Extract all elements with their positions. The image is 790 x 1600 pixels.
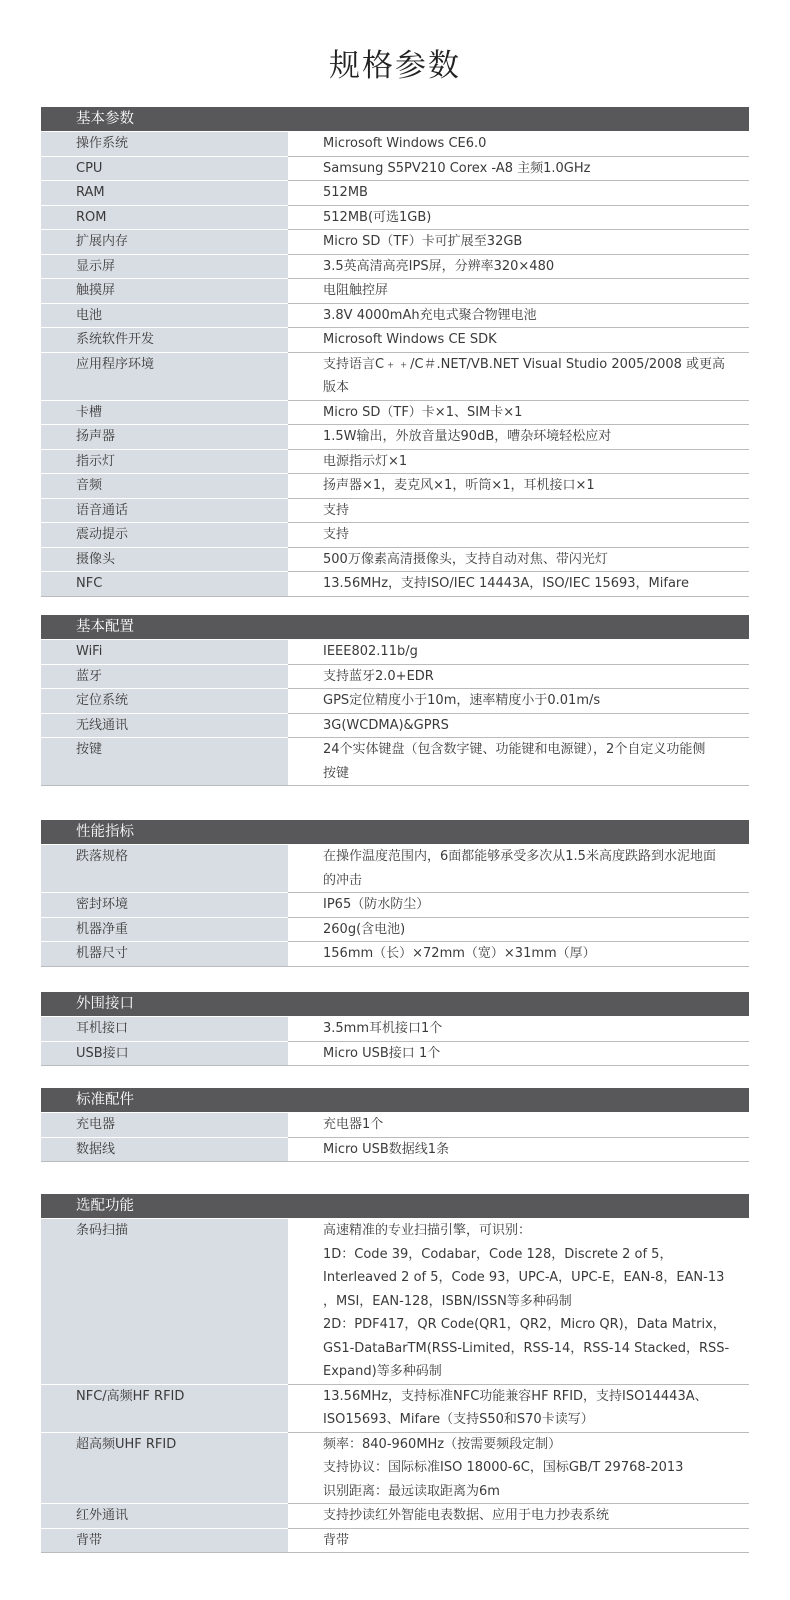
spec-row <box>41 1042 749 1067</box>
spec-value <box>288 304 749 329</box>
spec-value <box>288 1113 749 1138</box>
spec-row <box>41 640 749 665</box>
section-basic-config <box>41 615 749 786</box>
spec-value-line: Micro SD（TF）卡×1、SIM卡×1 <box>323 404 523 420</box>
spec-value <box>288 1219 749 1385</box>
spec-label: 红外通讯 <box>41 1504 293 1529</box>
spec-value-line: 支持语言C﹢﹢/C＃.NET/VB.NET Visual Studio 2005/2008 或更高 <box>323 356 726 372</box>
spec-value <box>288 572 749 597</box>
spec-value <box>288 401 749 426</box>
spec-label: 数据线 <box>41 1138 293 1163</box>
spec-label: RAM <box>41 181 293 206</box>
spec-row <box>41 845 749 893</box>
spec-value <box>288 1504 749 1529</box>
spec-value-line: 3.5英高清高亮IPS屏，分辨率320×480 <box>323 258 555 274</box>
spec-value-line: 3.5mm耳机接口1个 <box>323 1021 443 1036</box>
spec-value-line: 156mm（长）×72mm（宽）×31mm（厚） <box>323 946 596 961</box>
spec-value <box>288 1385 749 1433</box>
spec-label: 机器净重 <box>41 918 293 943</box>
spec-label: NFC/高频HF RFID <box>41 1385 293 1433</box>
spec-row <box>41 353 749 401</box>
spec-value-line: Microsoft Windows CE SDK <box>323 332 497 347</box>
section-basic-params <box>41 107 749 597</box>
spec-value-line: 电阻触控屏 <box>323 283 389 298</box>
spec-label: ROM <box>41 206 293 231</box>
spec-label: 操作系统 <box>41 132 293 157</box>
spec-value <box>288 450 749 475</box>
spec-row <box>41 425 749 450</box>
spec-row <box>41 918 749 943</box>
spec-row <box>41 304 749 329</box>
spec-value <box>288 689 749 714</box>
spec-row <box>41 474 749 499</box>
spec-value-line: 500万像素高清摄像头，支持自动对焦、带闪光灯 <box>323 551 608 567</box>
spec-row <box>41 1433 749 1505</box>
spec-value-line: 2D：PDF417，QR Code(QR1，QR2，Micro QR)，Data Matrix， <box>323 1317 726 1332</box>
spec-value <box>288 1017 749 1042</box>
spec-row <box>41 665 749 690</box>
spec-row <box>41 714 749 739</box>
spec-label: 密封环境 <box>41 893 293 918</box>
spec-row <box>41 132 749 157</box>
spec-value-line: 支持蓝牙2.0+EDR <box>323 668 434 684</box>
spec-value-line: GPS定位精度小于10m，速率精度小于0.01m/s <box>323 693 601 708</box>
spec-value-line: Microsoft Windows CE6.0 <box>323 136 487 151</box>
spec-row <box>41 401 749 426</box>
spec-row <box>41 206 749 231</box>
spec-value <box>288 1433 749 1505</box>
spec-value <box>288 1042 749 1067</box>
section-header: 基本参数 <box>41 107 749 132</box>
spec-value-line: 3.8V 4000mAh充电式聚合物锂电池 <box>323 307 537 323</box>
spec-value <box>288 425 749 450</box>
spec-label: 背带 <box>41 1529 293 1554</box>
spec-value-line: 260g(含电池) <box>323 921 406 937</box>
spec-value <box>288 206 749 231</box>
spec-value <box>288 523 749 548</box>
spec-label: 定位系统 <box>41 689 293 714</box>
spec-row <box>41 1113 749 1138</box>
spec-value-line: 版本 <box>323 380 350 395</box>
spec-row <box>41 230 749 255</box>
spec-label: 蓝牙 <box>41 665 293 690</box>
spec-value-line: Micro USB数据线1条 <box>323 1141 450 1157</box>
spec-value <box>288 738 749 786</box>
spec-value <box>288 328 749 353</box>
spec-value-line: 背带 <box>323 1532 350 1548</box>
spec-row <box>41 942 749 967</box>
spec-value-line: 1.5W输出，外放音量达90dB，嘈杂环境轻松应对 <box>323 429 612 444</box>
spec-label: 条码扫描 <box>41 1219 293 1385</box>
spec-value <box>288 279 749 304</box>
spec-value-line: 按键 <box>323 765 350 781</box>
spec-value <box>288 255 749 280</box>
section-header: 性能指标 <box>41 820 749 845</box>
spec-label: 超高频UHF RFID <box>41 1433 293 1505</box>
spec-row <box>41 328 749 353</box>
spec-value-line: 13.56MHz，支持标准NFC功能兼容HF RFID，支持ISO14443A、 <box>323 1388 708 1404</box>
spec-label: 语音通话 <box>41 499 293 524</box>
spec-label: 系统软件开发 <box>41 328 293 353</box>
spec-row <box>41 523 749 548</box>
spec-value <box>288 353 749 401</box>
spec-value-line: 13.56MHz，支持ISO/IEC 14443A，ISO/IEC 15693，Mifare <box>323 576 689 591</box>
spec-row <box>41 255 749 280</box>
section-header: 外围接口 <box>41 992 749 1017</box>
spec-label: 按键 <box>41 738 293 786</box>
section-header: 基本配置 <box>41 615 749 640</box>
spec-value-line: 支持协议：国际标准ISO 18000-6C，国标GB/T 29768-2013 <box>323 1460 684 1475</box>
spec-value-line: 支持 <box>323 502 350 518</box>
spec-label: USB接口 <box>41 1042 293 1067</box>
spec-value-line: 扬声器×1，麦克风×1，听筒×1，耳机接口×1 <box>323 478 595 493</box>
spec-value-line: 支持 <box>323 527 350 542</box>
spec-value-line: 频率：840-960MHz（按需要频段定制） <box>323 1436 562 1452</box>
spec-value <box>288 181 749 206</box>
spec-label: 震动提示 <box>41 523 293 548</box>
spec-row <box>41 1504 749 1529</box>
spec-label: NFC <box>41 572 293 597</box>
spec-value <box>288 893 749 918</box>
spec-value <box>288 548 749 573</box>
spec-row <box>41 1138 749 1163</box>
spec-value <box>288 132 749 157</box>
spec-value-line: 512MB <box>323 185 368 200</box>
spec-row <box>41 450 749 475</box>
spec-value-line: 高速精准的专业扫描引擎，可识别： <box>323 1223 532 1238</box>
spec-value <box>288 157 749 182</box>
spec-row <box>41 279 749 304</box>
spec-value <box>288 665 749 690</box>
spec-value <box>288 714 749 739</box>
section-standard-accessories <box>41 1088 749 1162</box>
spec-row <box>41 181 749 206</box>
spec-label: 音频 <box>41 474 293 499</box>
spec-label: 无线通讯 <box>41 714 293 739</box>
spec-value-line: 在操作温度范围内，6面都能够承受多次从1.5米高度跌路到水泥地面 <box>323 849 716 864</box>
spec-label: 充电器 <box>41 1113 293 1138</box>
spec-label: 电池 <box>41 304 293 329</box>
spec-value-line: 电源指示灯×1 <box>323 453 408 469</box>
spec-row <box>41 689 749 714</box>
spec-value <box>288 1529 749 1554</box>
section-peripheral-ports <box>41 992 749 1066</box>
spec-row <box>41 1385 749 1433</box>
spec-value-line: 的冲击 <box>323 872 363 888</box>
spec-value-line: Interleaved 2 of 5，Code 93，UPC-A，UPC-E，EAN-8，EAN-13 <box>323 1270 725 1285</box>
spec-label: 显示屏 <box>41 255 293 280</box>
spec-row <box>41 893 749 918</box>
spec-label: CPU <box>41 157 293 182</box>
spec-value-line: Expand)等多种码制 <box>323 1364 442 1379</box>
spec-value-line: 支持抄读红外智能电表数据、应用于电力抄表系统 <box>323 1508 610 1523</box>
section-optional-features <box>41 1194 749 1553</box>
spec-label: 扬声器 <box>41 425 293 450</box>
spec-row <box>41 738 749 786</box>
spec-value-line: Micro USB接口 1个 <box>323 1045 441 1061</box>
spec-value-line: 3G(WCDMA)&GPRS <box>323 717 449 733</box>
spec-row <box>41 499 749 524</box>
spec-value-line: Micro SD（TF）卡可扩展至32GB <box>323 234 523 249</box>
spec-value-line: 充电器1个 <box>323 1117 384 1132</box>
spec-label: 耳机接口 <box>41 1017 293 1042</box>
spec-row <box>41 572 749 597</box>
spec-label: 指示灯 <box>41 450 293 475</box>
spec-value <box>288 474 749 499</box>
spec-value <box>288 640 749 665</box>
spec-value <box>288 1138 749 1163</box>
page-title: 规格参数 <box>329 48 461 84</box>
spec-value-line: ISO15693、Mifare（支持S50和S70卡读写） <box>323 1412 594 1427</box>
spec-value-line: IP65（防水防尘） <box>323 897 430 912</box>
spec-label: 应用程序环境 <box>41 353 293 401</box>
spec-label: 卡槽 <box>41 401 293 426</box>
spec-label: WiFi <box>41 640 293 665</box>
spec-value-line: ，MSI，EAN-128，ISBN/ISSN等多种码制 <box>323 1293 572 1309</box>
spec-row <box>41 157 749 182</box>
spec-value <box>288 230 749 255</box>
spec-row <box>41 1529 749 1554</box>
spec-value-line: 512MB(可选1GB) <box>323 209 432 225</box>
spec-label: 扩展内存 <box>41 230 293 255</box>
spec-value-line: 识别距离：最远读取距离为6m <box>323 1483 500 1499</box>
spec-value <box>288 499 749 524</box>
spec-label: 机器尺寸 <box>41 942 293 967</box>
spec-label: 触摸屏 <box>41 279 293 304</box>
spec-value <box>288 845 749 893</box>
spec-row <box>41 1017 749 1042</box>
spec-value <box>288 942 749 967</box>
spec-value-line: 1D：Code 39，Codabar，Code 128，Discrete 2 of 5， <box>323 1246 673 1262</box>
spec-value-line: Samsung S5PV210 Corex -A8 主频1.0GHz <box>323 160 591 176</box>
spec-row <box>41 548 749 573</box>
section-header: 选配功能 <box>41 1194 749 1219</box>
spec-value-line: IEEE802.11b/g <box>323 644 418 659</box>
spec-value <box>288 918 749 943</box>
spec-value-line: 24个实体键盘（包含数字键、功能键和电源键），2个自定义功能侧 <box>323 742 706 757</box>
section-header: 标准配件 <box>41 1088 749 1113</box>
section-performance <box>41 820 749 967</box>
spec-label: 跌落规格 <box>41 845 293 893</box>
spec-row <box>41 1219 749 1385</box>
spec-label: 摄像头 <box>41 548 293 573</box>
spec-value-line: GS1-DataBarTM(RSS-Limited，RSS-14，RSS-14 Stacked，RSS- <box>323 1340 730 1356</box>
